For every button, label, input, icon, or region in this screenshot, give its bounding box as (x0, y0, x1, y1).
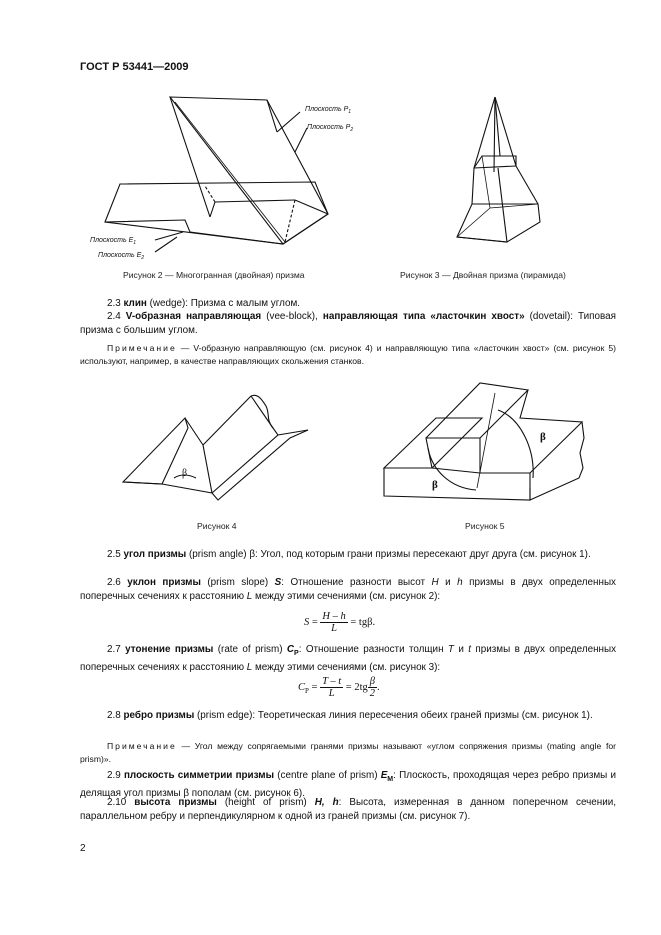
figure-3-drawing (450, 92, 550, 257)
label-plane-e1: Плоскость $E_1$ (90, 237, 137, 246)
section-2-3: 2.3 клин (wedge): Призма с малым углом. (107, 298, 300, 309)
section-2-9: 2.9 плоскость симметрии призмы (centre plane of prism) $E_M$: Плоскость, проходящая через ребро призмы и делящая угол призмы β пополам (см. рисунок 6). (80, 770, 616, 799)
section-2-6: 2.6 уклон призмы (prism slope) S: Отношение разности высот H и h призмы в двух определенных поперечных сечениях к расстоянию L между этими сечениями (см. рисунок 2): (80, 577, 616, 602)
label-plane-p1: Плоскость $P_1$ (305, 106, 352, 115)
section-2-8: 2.8 ребро призмы (prism edge): Теоретическая линия пересечения обеих граней призмы (см. рисунок 1). (107, 710, 593, 721)
document-header: ГОСТ Р 53441—2009 (80, 61, 189, 73)
fig4-beta-label: β (182, 468, 188, 479)
figure-3-caption: Рисунок 3 — Двойная призма (пирамида) (400, 270, 566, 280)
section-2-7: 2.7 утонение призмы (rate of prism) $C_P$: Отношение разности толщин T и t призмы в двух определенных поперечных сечениях к расстоянию L между этими сечениями (см. рисунок 3): (80, 644, 617, 673)
label-plane-p2: Плоскость $P_2$ (307, 124, 354, 133)
section-2-10: 2.10 высота призмы (height of prism) H, h: Высота, измеренная в данном поперечном сечении, параллельном ребру и перпендикулярном к одной из граней призмы (см. рисунок 7). (80, 797, 616, 822)
figure-4-caption: Рисунок 4 (197, 521, 237, 531)
page-number: 2 (80, 843, 86, 854)
figure-2-caption: Рисунок 2 — Многогранная (двойная) призма (123, 270, 305, 280)
fig5-beta-label-right: β (540, 431, 546, 443)
note-1: Примечание — V-образную направляющую (см. рисунок 4) и направляющую типа «ласточкин хвост» (см. рисунок 5) используют, например, в качестве направляющих скольжения станков. (80, 343, 616, 366)
note-2: Примечание — Угол между сопрягаемыми гранями призмы называют «углом сопряжения призмы (mating angle for prism)». (80, 741, 616, 764)
label-plane-e2: Плоскость $E_2$ (98, 252, 145, 261)
figure-5-drawing (380, 378, 590, 513)
figure-2-drawing (90, 92, 385, 267)
section-2-4: 2.4 V-образная направляющая (vee-block), направляющая типа «ласточкин хвост» (dovetail): Типовая призма с большим углом. (80, 311, 616, 336)
figure-4-drawing (118, 388, 318, 508)
fig5-beta-label-left: β (432, 479, 438, 491)
formula-slope: S = $\frac{H - h}{L}$ = tgβ. (304, 611, 376, 634)
formula-rate: $C_P$ = $\frac{T - t}{L}$ = 2tg $\frac{\beta}{2}$ . (298, 676, 380, 699)
section-2-5: 2.5 угол призмы (prism angle) β: Угол, под которым грани призмы пересекают друг друга (см. рисунок 1). (107, 549, 591, 560)
figure-5-caption: Рисунок 5 (465, 521, 505, 531)
